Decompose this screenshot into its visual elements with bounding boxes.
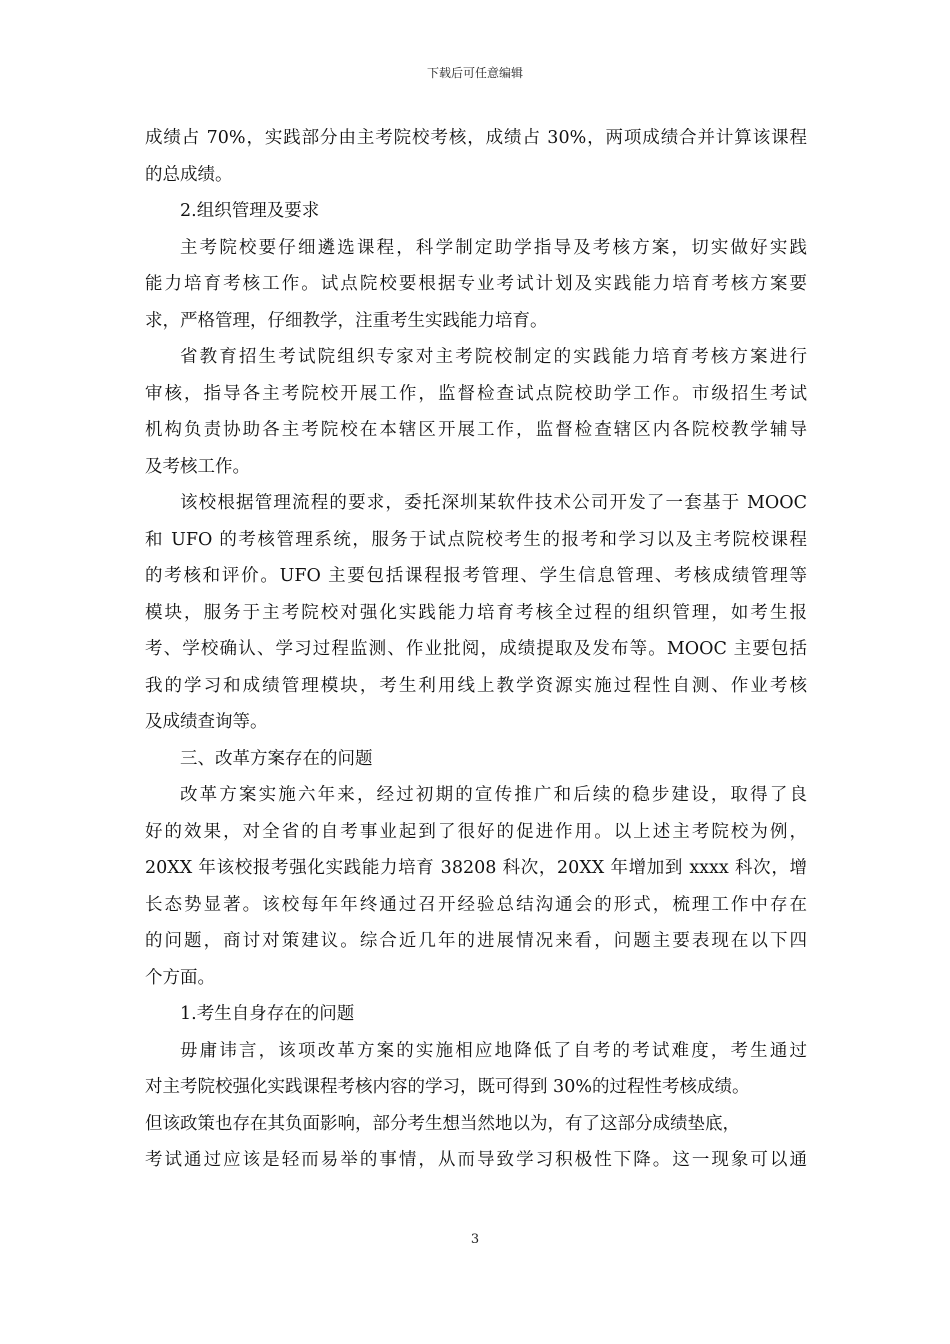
text-line: 考试通过应该是轻而易举的事情，从而导致学习积极性下降。这一现象可以通 xyxy=(145,1150,807,1170)
text-line: 毋庸讳言，该项改革方案的实施相应地降低了自考的考试难度，考生通过 xyxy=(180,1040,807,1061)
text-line: 主考院校要仔细遴选课程，科学制定助学指导及考核方案，切实做好实践 xyxy=(180,237,807,258)
text-line: 对主考院校强化实践课程考核内容的学习，既可得到 30%的过程性考核成绩。 xyxy=(145,1077,750,1097)
text-line: 成绩占 70%，实践部分由主考院校考核，成绩占 30%，两项成绩合并计算该课程 xyxy=(145,128,807,148)
text-line: 及成绩查询等。 xyxy=(145,712,268,732)
text-line: 1.考生自身存在的问题 xyxy=(180,1004,355,1024)
text-line: 的总成绩。 xyxy=(145,164,233,185)
text-line: 20XX 年该校报考强化实践能力培育 38208 科次，20XX 年增加到 xxxx 科次，增 xyxy=(145,858,807,878)
text-line: 长态势显著。该校每年年终通过召开经验总结沟通会的形式，梳理工作中存在 xyxy=(145,894,807,915)
text-line: 能力培育考核工作。试点院校要根据专业考试计划及实践能力培育考核方案要 xyxy=(145,274,807,294)
text-line: 好的效果，对全省的自考事业起到了很好的促进作用。以上述主考院校为例， xyxy=(145,821,807,842)
text-line: 机构负责协助各主考院校在本辖区开展工作，监督检查辖区内各院校教学辅导 xyxy=(145,420,807,440)
text-line: 个方面。 xyxy=(145,967,215,988)
text-line: 但该政策也存在其负面影响，部分考生想当然地以为，有了这部分成绩垫底， xyxy=(145,1113,740,1134)
text-line: 的考核和评价。UFO 主要包括课程报考管理、学生信息管理、考核成绩管理等 xyxy=(145,566,807,586)
text-line: 的问题，商讨对策建议。综合近几年的进展情况来看，问题主要表现在以下四 xyxy=(145,931,807,951)
text-line: 和 UFO 的考核管理系统，服务于试点院校考生的报考和学习以及主考院校课程 xyxy=(145,529,807,550)
text-line: 该校根据管理流程的要求，委托深圳某软件技术公司开发了一套基于 MOOC xyxy=(180,493,807,513)
text-line: 我的学习和成绩管理模块，考生利用线上教学资源实施过程性自测、作业考核 xyxy=(145,675,807,696)
text-line: 求，严格管理，仔细教学，注重考生实践能力培育。 xyxy=(145,310,548,331)
document-body xyxy=(145,120,807,1179)
text-line: 省教育招生考试院组织专家对主考院校制定的实践能力培育考核方案进行 xyxy=(180,347,807,367)
text-line: 改革方案实施六年来，经过初期的宣传推广和后续的稳步建设，取得了良 xyxy=(180,785,807,805)
text-line: 审核，指导各主考院校开展工作，监督检查试点院校助学工作。市级招生考试 xyxy=(145,383,807,404)
text-line: 及考核工作。 xyxy=(145,456,250,477)
page-number: 3 xyxy=(470,1232,480,1247)
text-line: 考、学校确认、学习过程监测、作业批阅，成绩提取及发布等。MOOC 主要包括 xyxy=(145,639,807,659)
text-line: 2.组织管理及要求 xyxy=(180,201,320,221)
text-line: 模块，服务于主考院校对强化实践能力培育考核全过程的组织管理，如考生报 xyxy=(145,602,807,623)
page-header: 下载后可任意编辑 xyxy=(426,66,523,80)
text-line: 三、改革方案存在的问题 xyxy=(180,748,373,769)
